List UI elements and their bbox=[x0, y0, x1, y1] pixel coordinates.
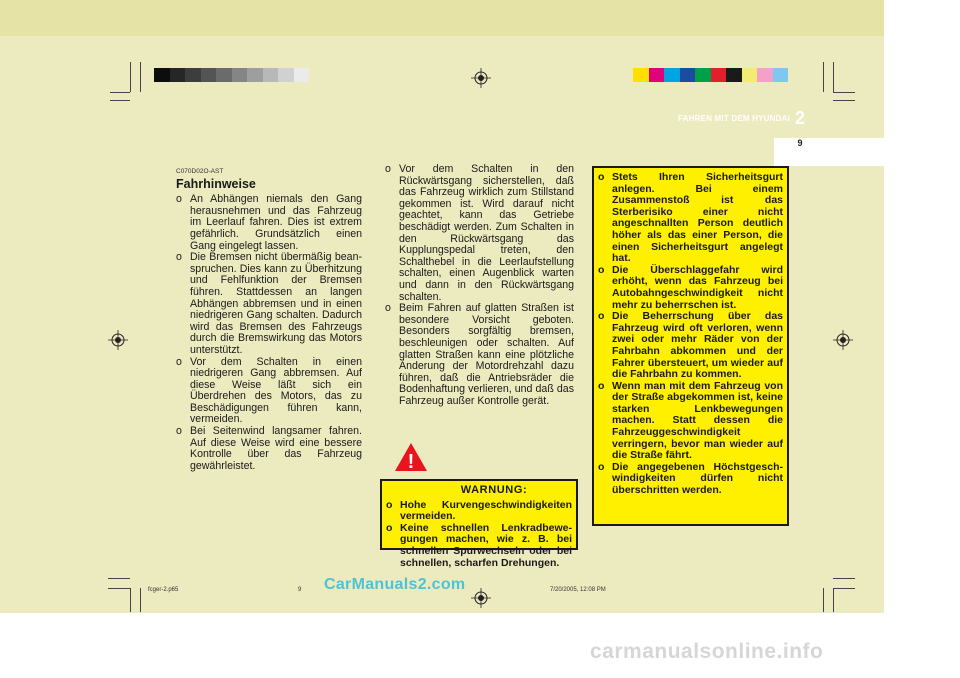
crop-mark bbox=[833, 100, 855, 101]
bullet: o bbox=[176, 355, 182, 368]
color-swatch bbox=[649, 68, 665, 82]
process-color-bar bbox=[633, 68, 788, 82]
color-swatch bbox=[170, 68, 186, 82]
registration-target-icon bbox=[833, 330, 853, 350]
list-item: o Stets Ihren Sicherheitsgurt anlegen. Bei einem Zusammenstoß ist das Sterberisiko einer nicht angeschnallten Person deutlich höher als das einer Person, die einen Sicherheitsgurt angelegt hat. bbox=[598, 171, 783, 265]
list-item: o Bei Seitenwind langsamer fahren. Auf diese Weise wird eine bessere Kontrolle über das Fahrzeug gewährleistet. bbox=[176, 425, 362, 472]
footer-page: 9 bbox=[298, 587, 302, 593]
list-item: o Die Überschlaggefahr wird erhöht, wenn das Fahrzeug bei Autobahngeschwindigkeit nicht mehr zu beherrschen ist. bbox=[598, 263, 783, 311]
safety-notice-box bbox=[592, 166, 789, 526]
page-number: 9 bbox=[797, 138, 803, 148]
color-swatch bbox=[263, 68, 279, 82]
crop-mark bbox=[140, 62, 141, 92]
bullet: o bbox=[386, 521, 393, 534]
watermark-bottom: carmanualsonline.info bbox=[590, 640, 824, 663]
footer-filename: fcger-2.p65 bbox=[148, 587, 179, 593]
warning-item: o Hohe Kurvengeschwindigkeiten vermeiden. bbox=[386, 498, 572, 523]
bullet: o bbox=[598, 379, 605, 392]
gray-color-bar bbox=[154, 68, 309, 82]
crop-mark bbox=[108, 578, 130, 579]
list-item: o Die Beherrschung über das Fahrzeug wird oft verloren, wenn zwei oder mehr Räder von der Fahrbahn abkommen und der Fahrer übersteuert, um wieder auf die Fahrbahn zu kommen. bbox=[598, 310, 783, 381]
bullet: o bbox=[598, 310, 605, 323]
registration-target-icon bbox=[108, 330, 128, 350]
registration-target-icon bbox=[471, 588, 491, 608]
watermark-top: CarManuals2.com bbox=[324, 576, 466, 593]
footer-date: 7/20/2005, 12:08 PM bbox=[550, 587, 606, 593]
crop-mark bbox=[833, 588, 855, 589]
color-swatch bbox=[294, 68, 310, 82]
warning-box bbox=[380, 479, 578, 569]
crop-mark bbox=[833, 588, 834, 612]
color-swatch bbox=[742, 68, 758, 82]
bullet: o bbox=[176, 193, 182, 206]
crop-mark bbox=[110, 92, 130, 93]
list-item: o Beim Fahren auf glatten Straßen ist besondere Vorsicht geboten. Besonders sorgfältig bremsen, beschleunigen oder schalten. Auf glatten Straßen kann eine plötzliche Änderung der Motordrehzahl dazu führen, daß die Antriebsräder die Bodenhaftung verlieren, und daß das Fahrzeug außer Kontrolle gerät. bbox=[385, 302, 574, 407]
color-swatch bbox=[664, 68, 680, 82]
bullet: o bbox=[176, 251, 182, 264]
list-item: o Die angegebenen Höchstgesch-windigkeiten dürfen nicht überschritten werden. bbox=[598, 460, 783, 497]
list-item: o Vor dem Schalten in einen niedrigeren Gang abbremsen. Auf diese Weise läßt sich ein Überdrehen des Motors, das zu Beschädigungen führen kann, vermeiden. bbox=[176, 355, 362, 426]
color-swatch bbox=[232, 68, 248, 82]
list-item: o Die Bremsen nicht übermäßig bean-spruchen. Dies kann zu Überhitzung und Fehlfunktion der Bremsen führen. Stattdessen an langen Abhängen abbremsen und in einen niedrigeren Gang schalten. Dadurch wird das Bremsen des Fahrzeugs durch die Bremswirkung das Motors unterstützt. bbox=[176, 251, 362, 356]
color-swatch bbox=[278, 68, 294, 82]
crop-mark bbox=[130, 588, 131, 612]
column-2 bbox=[385, 164, 574, 407]
crop-mark bbox=[110, 100, 130, 101]
crop-mark bbox=[833, 62, 834, 92]
color-swatch bbox=[695, 68, 711, 82]
color-swatch bbox=[757, 68, 773, 82]
list-item: o An Abhängen niemals den Gang herausnehmen und das Fahrzeug im Leerlauf fahren. Dies ist extrem gefährlich. Grundsätzlich einen Gang eingelegt lassen. bbox=[176, 193, 362, 252]
bullet: o bbox=[176, 425, 182, 438]
color-swatch bbox=[773, 68, 789, 82]
bullet: o bbox=[598, 460, 605, 473]
warning-title: WARNUNG: bbox=[460, 484, 528, 496]
chapter-number: 2 bbox=[794, 108, 805, 128]
color-swatch bbox=[154, 68, 170, 82]
registration-target-icon bbox=[471, 68, 491, 88]
crop-mark bbox=[823, 62, 824, 92]
color-swatch bbox=[711, 68, 727, 82]
section-heading: Fahrhinweise bbox=[176, 176, 256, 191]
crop-mark bbox=[108, 588, 130, 589]
column-1 bbox=[176, 166, 362, 472]
bullet: o bbox=[385, 302, 391, 315]
crop-mark bbox=[833, 578, 855, 579]
bullet: o bbox=[385, 163, 391, 175]
color-swatch bbox=[216, 68, 232, 82]
list-item: o Vor dem Schalten in den Rückwärtsgang sicherstellen, daß das Fahrzeug wirklich zum Stillstand gekommen ist. Wird darauf nicht geachtet, kann das Getriebe beschädigt werden. Zum Schalten in den Rückwärtsgang das Kupplungspedal treten, den Schalthebel in die Leerlaufstellung schalten, einen Augenblick warten und dann in den Rückwärtsgang schalten. bbox=[385, 163, 574, 303]
warning-item: o Keine schnellen Lenkradbewe-gungen machen, wie z. B. bei schnellen Spurwechseln oder bei schnellen, scharfen Drehungen. bbox=[386, 521, 572, 569]
crop-mark bbox=[823, 588, 824, 612]
crop-mark bbox=[130, 62, 131, 92]
header-bar bbox=[0, 0, 884, 36]
color-swatch bbox=[247, 68, 263, 82]
list-item: o Wenn man mit dem Fahrzeug von der Straße abgekommen ist, keine starken Lenkbewegungen machen. Statt dessen die Fahrzeuggeschwindigkeit verringern, bevor man wieder auf die Straße fährt. bbox=[598, 379, 783, 462]
color-swatch bbox=[633, 68, 649, 82]
section-code: C070D02O-AST bbox=[176, 168, 224, 175]
bullet: o bbox=[598, 171, 605, 183]
crop-mark bbox=[833, 92, 855, 93]
color-swatch bbox=[680, 68, 696, 82]
crop-mark bbox=[140, 588, 141, 612]
bullet: o bbox=[386, 498, 393, 511]
color-swatch bbox=[726, 68, 742, 82]
bullet: o bbox=[598, 263, 605, 276]
chapter-title: FAHREN MIT DEM HYUNDAI bbox=[678, 114, 790, 123]
color-swatch bbox=[201, 68, 217, 82]
warning-triangle-icon bbox=[394, 442, 428, 472]
warning-symbol: ! bbox=[407, 451, 415, 472]
color-swatch bbox=[185, 68, 201, 82]
